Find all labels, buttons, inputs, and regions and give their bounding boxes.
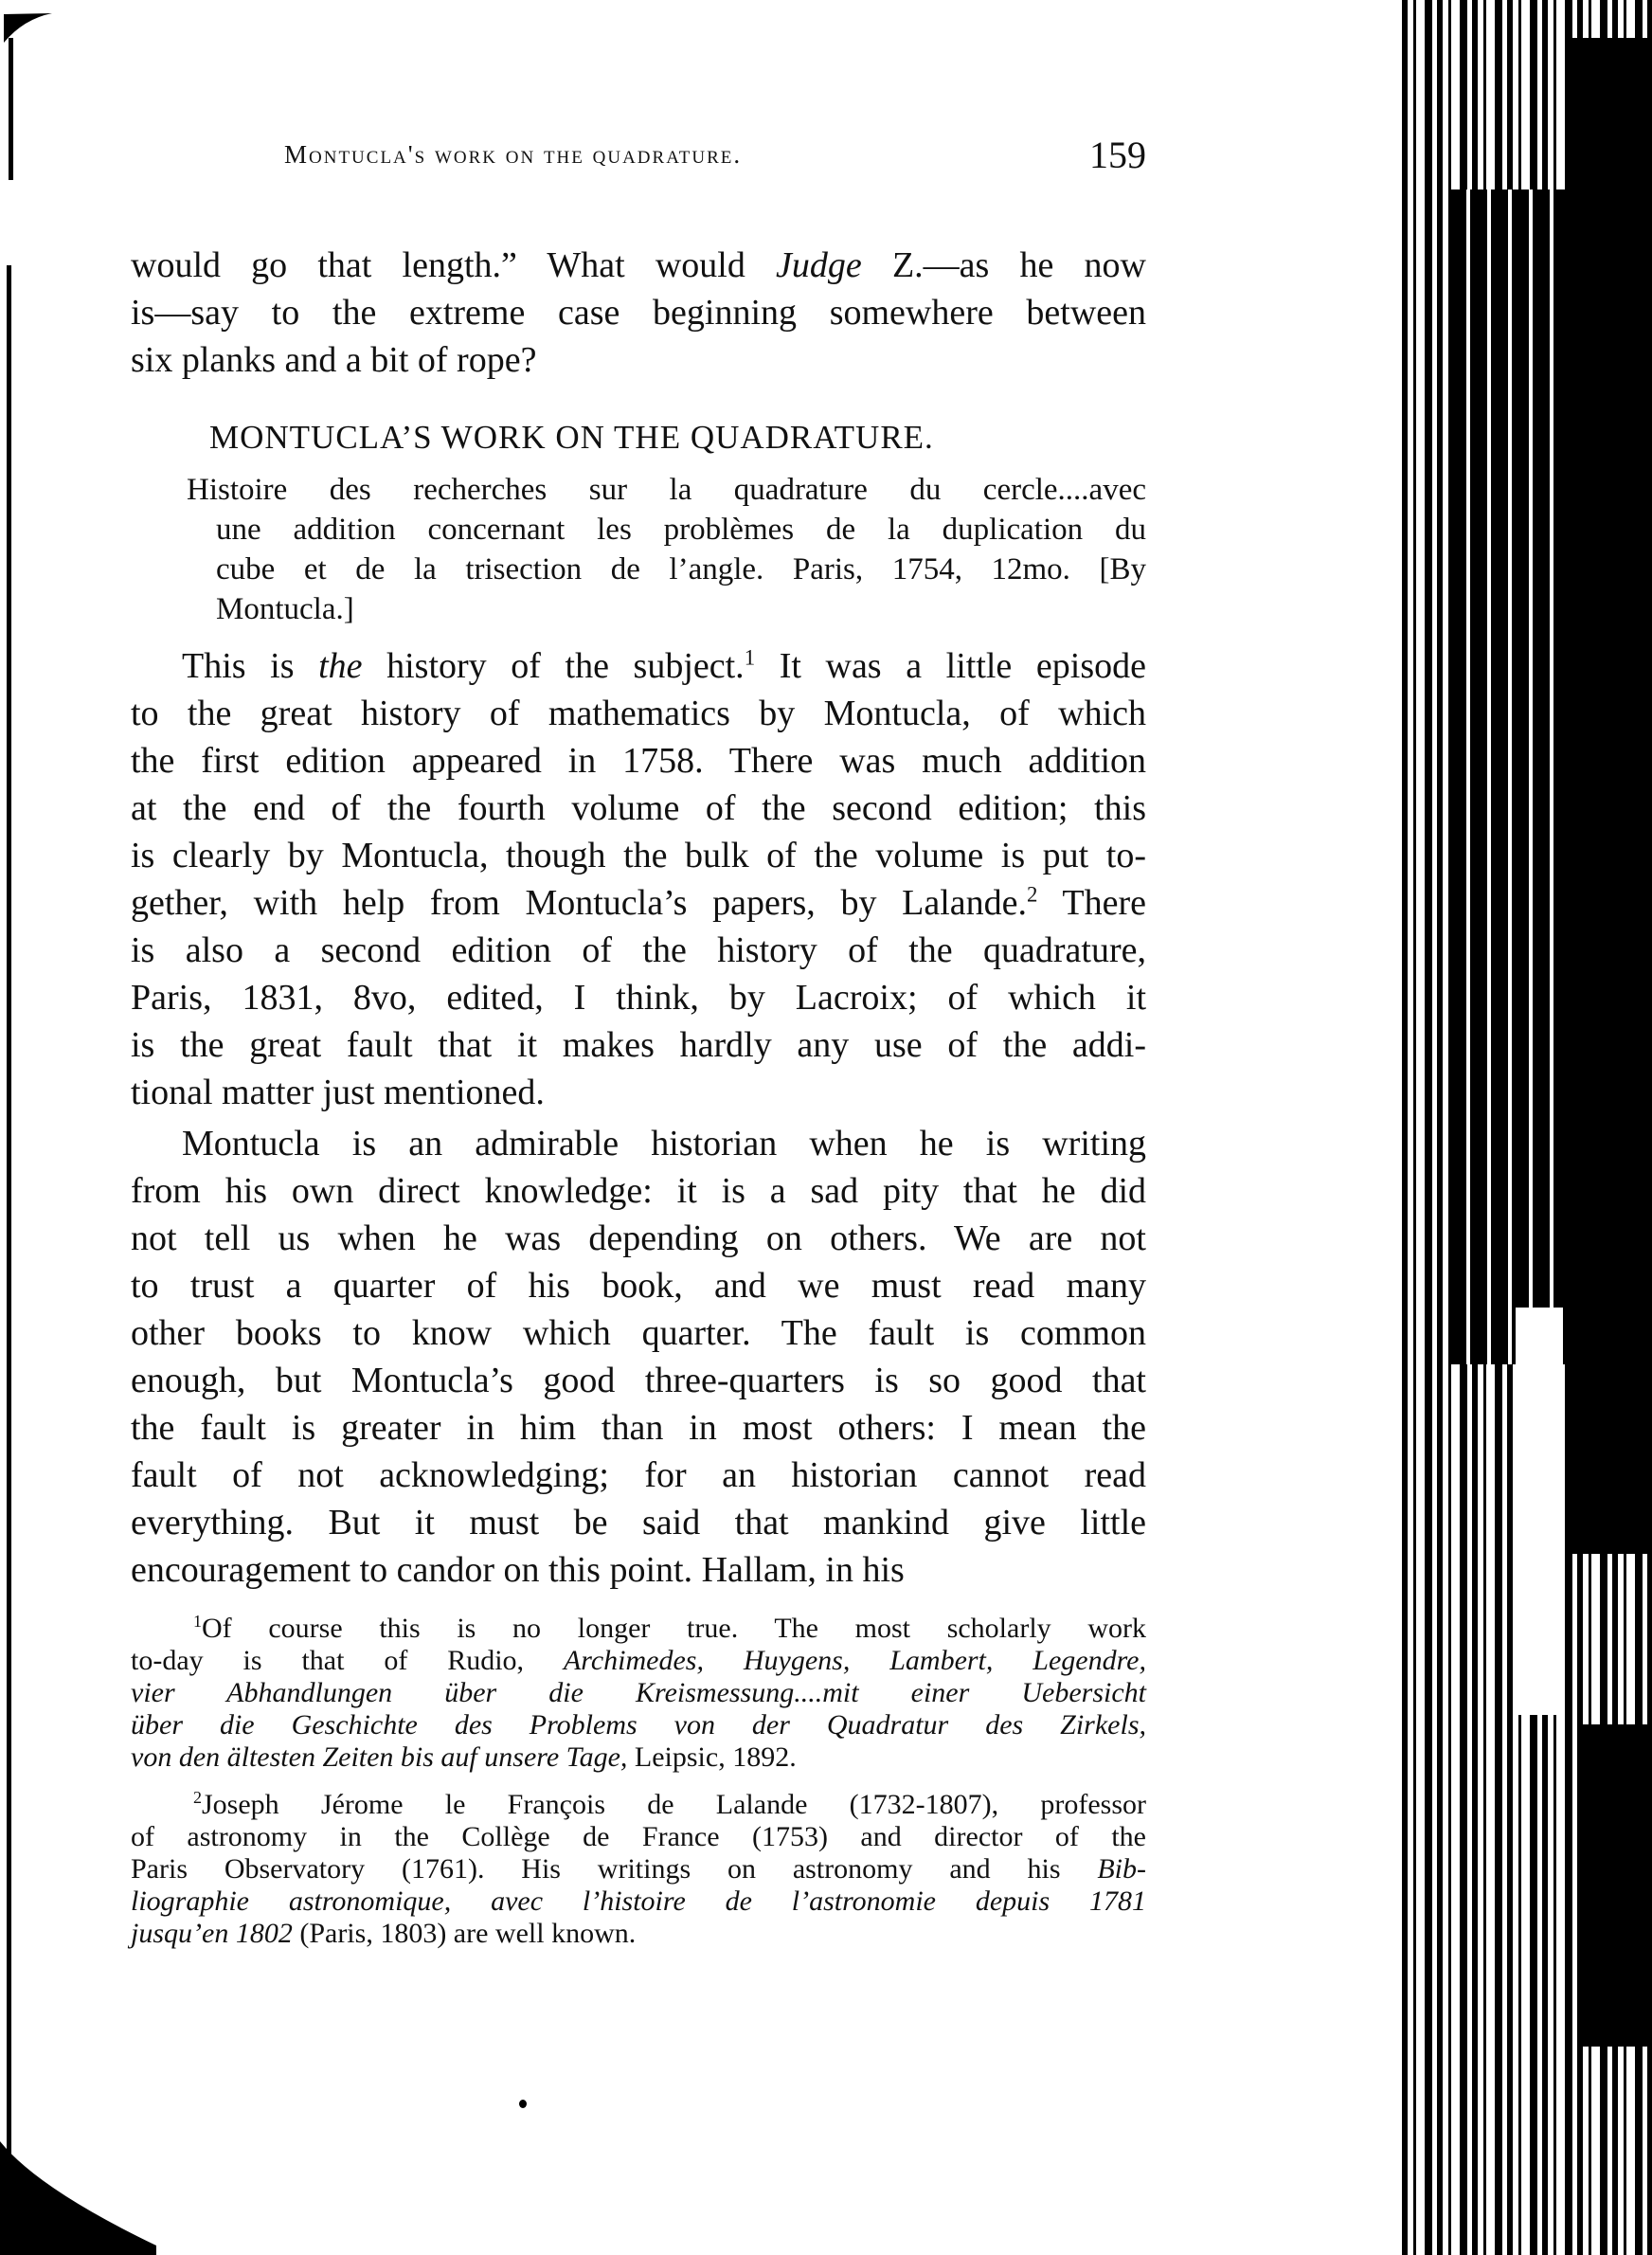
text-run: would go that length.” What would <box>131 245 777 285</box>
text-line <box>187 510 1146 550</box>
text-run: is—say to the extreme case beginning somewhere between <box>131 293 1146 333</box>
text-line <box>131 642 1146 690</box>
text-line <box>131 336 1146 384</box>
text-run: history of the subject. <box>362 646 745 686</box>
running-title: Montucla's work on the quadrature. <box>284 140 743 169</box>
text-run: Montucla.] <box>216 592 354 626</box>
text-run: at the end of the fourth volume of the second edition; this <box>131 788 1146 828</box>
text-run: Montucla is an admirable historian when he is writing <box>182 1124 1146 1164</box>
text-run: Joseph Jérome le François de Lalande (1732-1807), professor <box>202 1789 1146 1820</box>
text-line <box>131 1645 1146 1677</box>
text-line <box>131 1499 1146 1546</box>
text-line <box>131 1709 1146 1741</box>
text-line <box>131 1821 1146 1853</box>
text-line <box>131 1546 1146 1594</box>
footnote-marker: 1 <box>193 1612 202 1631</box>
text-run: Of course this is no longer true. The most scholarly work <box>202 1613 1146 1644</box>
text-run: une addition concernant les problèmes de la duplication du <box>216 513 1146 547</box>
text-run: Histoire des recherches sur la quadrature du cercle....avec <box>187 473 1146 507</box>
text-run: is clearly by Montucla, though the bulk of the volume is put to- <box>131 836 1146 875</box>
text-run: the fault is greater in him than in most others: I mean the <box>131 1408 1146 1448</box>
scan-corner-bottom-left <box>0 2132 161 2255</box>
text-line <box>131 1613 1146 1645</box>
text-run: is the great fault that it makes hardly any use of the addi- <box>131 1025 1146 1065</box>
text-run: from his own direct knowledge: it is a sad pity that he did <box>131 1171 1146 1211</box>
text-run: is also a second edition of the history of the quadrature, <box>131 930 1146 970</box>
text-line <box>131 785 1146 832</box>
text-line <box>131 1853 1146 1885</box>
text-line <box>131 242 1146 289</box>
text-line <box>131 1885 1146 1918</box>
text-line <box>187 589 1146 629</box>
footnote-marker: 2 <box>1027 882 1038 907</box>
text-line <box>131 1262 1146 1309</box>
text-run: This is <box>182 646 319 686</box>
text-line <box>131 1215 1146 1262</box>
text-line <box>131 1167 1146 1215</box>
text-line <box>131 974 1146 1021</box>
text-run: Paris, 1831, 8vo, edited, I think, by Lacroix; of which it <box>131 978 1146 1018</box>
italic-text: von den ältesten Zeiten bis auf unsere Tage, <box>131 1741 628 1773</box>
paragraph-1 <box>131 642 1146 1116</box>
section-heading: MONTUCLA’S WORK ON THE QUADRATURE. <box>209 419 934 456</box>
text-line <box>131 1021 1146 1069</box>
scan-edge-left <box>7 265 11 2255</box>
italic-text: über die Geschichte des Problems von der Quadratur des Zirkels, <box>131 1709 1146 1741</box>
text-line <box>131 1120 1146 1167</box>
scan-edge-left-top <box>9 38 13 180</box>
text-line <box>131 289 1146 336</box>
text-run: tional matter just mentioned. <box>131 1073 545 1112</box>
text-line <box>131 737 1146 785</box>
text-run: of astronomy in the Collège de France (1753) and director of the <box>131 1821 1146 1852</box>
text-line <box>131 1741 1146 1774</box>
text-line <box>131 879 1146 927</box>
text-line <box>131 1357 1146 1404</box>
text-line <box>131 1452 1146 1499</box>
text-run: There <box>1037 883 1146 923</box>
book-cover-edge <box>1568 38 1652 1554</box>
italic-text: vier Abhandlungen über die Kreismessung....mit einer Uebersicht <box>131 1677 1146 1708</box>
text-line <box>131 1309 1146 1357</box>
text-line <box>131 832 1146 879</box>
italic-text: Archimedes, Huygens, Lambert, Legendre, <box>563 1645 1146 1676</box>
text-run: Z.—as he now <box>861 245 1146 285</box>
ink-dot <box>519 2100 527 2108</box>
footnote-2 <box>131 1789 1146 1950</box>
text-run: Leipsic, 1892. <box>627 1741 797 1773</box>
text-run: the first edition appeared in 1758. There was much addition <box>131 741 1146 781</box>
footnote-marker: 2 <box>193 1788 202 1807</box>
book-page-edges-dense <box>1449 189 1568 1364</box>
text-run: not tell us when he was depending on others. We are not <box>131 1218 1146 1258</box>
text-line <box>131 927 1146 974</box>
text-run: fault of not acknowledging; for an historian cannot read <box>131 1455 1146 1495</box>
italic-text: liographie astronomique, avec l’histoire de l’astronomie depuis 1781 <box>131 1885 1146 1917</box>
text-run: everything. But it must be said that mankind give little <box>131 1503 1146 1542</box>
text-run: six planks and a bit of rope? <box>131 340 537 380</box>
italic-text: Bib- <box>1097 1853 1146 1885</box>
paragraph-top <box>131 242 1146 384</box>
text-run: It was a little episode <box>755 646 1146 686</box>
running-header <box>284 133 1146 180</box>
text-line <box>131 1789 1146 1821</box>
book-page-edges-gap <box>1516 1308 1563 1715</box>
footnote-marker: 1 <box>744 645 756 670</box>
text-run: cube et de la trisection de l’angle. Paris, 1754, 12mo. [By <box>216 552 1146 586</box>
text-line <box>131 690 1146 737</box>
text-line <box>131 1404 1146 1452</box>
text-run: encouragement to candor on this point. Hallam, in his <box>131 1550 905 1590</box>
text-run: to trust a quarter of his book, and we must read many <box>131 1266 1146 1306</box>
text-run: (Paris, 1803) are well known. <box>292 1918 637 1949</box>
page-number: 159 <box>1089 134 1146 176</box>
text-line <box>187 550 1146 589</box>
footnote-1 <box>131 1613 1146 1774</box>
scan-corner-top-left <box>0 0 57 47</box>
text-line <box>187 470 1146 510</box>
book-cover-edge-lower <box>1577 1724 1652 2047</box>
text-line <box>131 1069 1146 1116</box>
text-run: other books to know which quarter. The fault is common <box>131 1313 1146 1353</box>
text-run: gether, with help from Montucla’s papers, by Lalande. <box>131 883 1027 923</box>
paragraph-2 <box>131 1120 1146 1594</box>
italic-text: Judge <box>776 245 862 285</box>
italic-text: the <box>318 646 363 686</box>
italic-text: jusqu’en 1802 <box>131 1918 293 1949</box>
text-line <box>131 1918 1146 1950</box>
citation <box>187 470 1146 629</box>
text-run: to-day is that of Rudio, <box>131 1645 564 1676</box>
text-run: Paris Observatory (1761). His writings on astronomy and his <box>131 1853 1098 1885</box>
text-run: to the great history of mathematics by Montucla, of which <box>131 694 1146 733</box>
text-run: enough, but Montucla’s good three-quarters is so good that <box>131 1361 1146 1400</box>
text-line <box>131 1677 1146 1709</box>
